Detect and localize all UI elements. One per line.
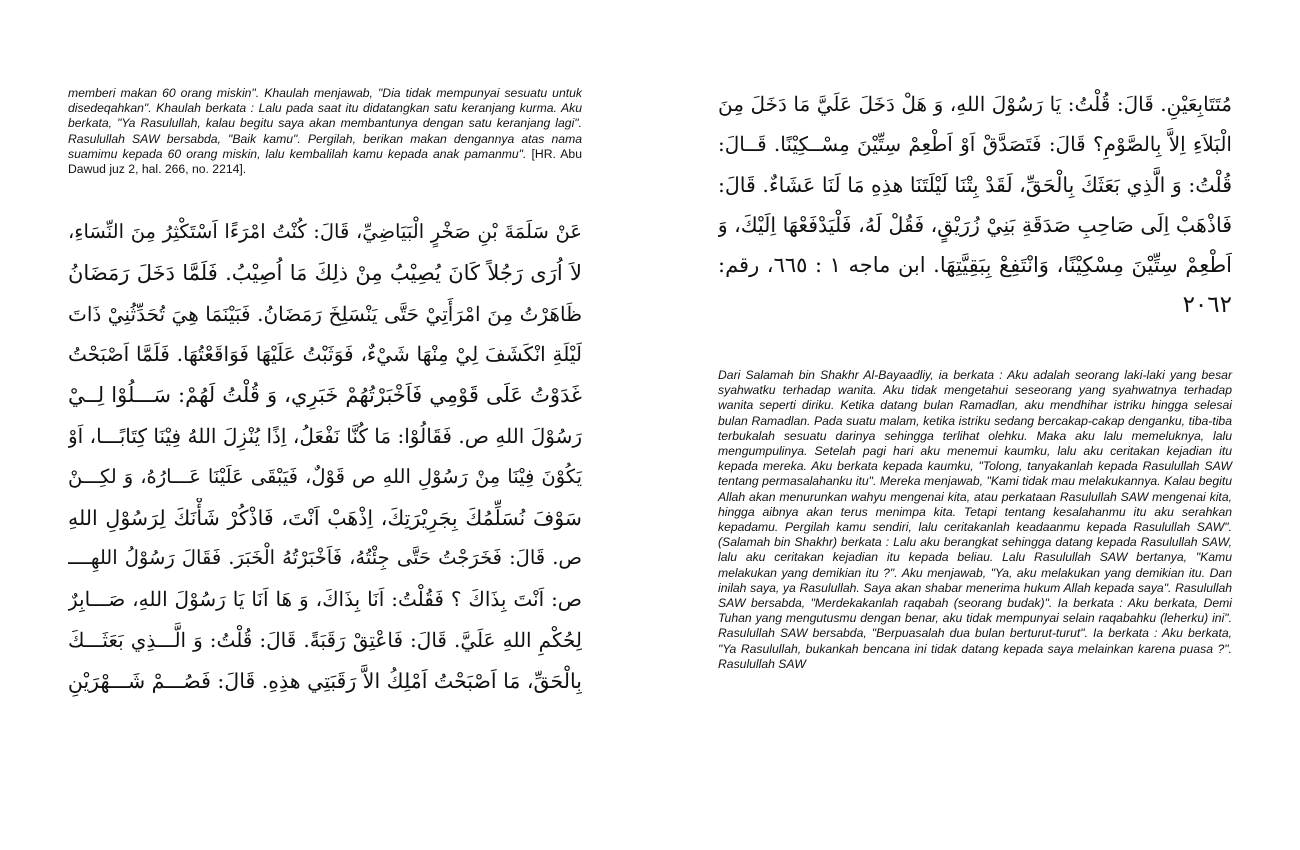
arabic-line: لِحُكْمِ اللهِ عَلَيَّ. قَالَ: فَاعْتِقْ رَقَبَةً. قَالَ: قُلْتُ: وَ الَّـــذِي بَعَثَـــكَ [68, 627, 582, 652]
arabic-line: غَدَوْتُ عَلَى قَوْمِي فَاَخْبَرْتُهُمْ خَبَرِي، وَ قُلْتُ لَهُمْ: سَـــلُوْا لِــيْ [68, 383, 582, 408]
arabic-line: رَسُوْلَ اللهِ ص. فَقَالُوْا: مَا كُنَّا نَفْعَلُ، اِذًا يُنْزِلَ اللهُ فِيْنَا كِتَابًـــا، اَوْ [68, 423, 582, 448]
translation-italic-text: memberi makan 60 orang miskin". Khaulah menjawab, "Dia tidak mempunyai sesuatu untuk disedeqahkan". Khaulah berkata : Lalu pada saat itu didatangkan satu keranjang kurma. Aku berkata, "Ya Rasulullah, kalau begitu saya akan membantunya dengan satu keranjang lagi". Rasulullah SAW bersabda, "Baik kamu". Pergilah, berikan makan dengannya atas nama suamimu kepada 60 orang miskin, lalu kembalilah kamu kepada anak pamanmu". [68, 86, 582, 161]
arabic-line: سَوْفَ نُسَلِّمُكَ بِجَرِيْرَتِكَ، اِذْهَبْ اَنْتَ، فَاذْكُرْ شَأْنَكَ لِرَسُوْلِ اللهِ [68, 505, 582, 530]
arabic-line: ص. قَالَ: فَخَرَجْتُ حَتَّى جِئْتُهُ، فَاَخْبَرْتُهُ الْخَبَرَ. فَقَالَ رَسُوْلُ اللهِــــ [68, 546, 582, 570]
arabic-line: بِالْحَقِّ، مَا اَصْبَحْتُ اَمْلِكُ الاَّ رَقَبَتِي هذِهِ. قَالَ: فَصُـــمْ شَـــهْرَيْنِ [68, 668, 582, 693]
arabic-line: لاَ اُرَى رَجُلاً كَانَ يُصِيْبُ مِنْ ذلِكَ مَا اُصِيْبُ. فَلَمَّا دَخَلَ رَمَضَانُ [68, 260, 582, 285]
arabic-line: فَاذْهَبْ اِلَى صَاحِبِ صَدَقَةِ بَنِيْ زُرَيْقٍ، فَقُلْ لَهُ، فَلْيَدْفَعْهَا اِلَيْكَ، وَ [718, 212, 1232, 237]
arabic-line: يَكُوْنَ فِيْنَا مِنْ رَسُوْلِ اللهِ ص قَوْلٌ، فَيَبْقَى عَلَيْنَا عَـــارُهُ، وَ لكِـــنْ [68, 464, 582, 488]
arabic-line: عَنْ سَلَمَةَ بْنِ صَخْرٍ الْبَيَاضِيِّ، قَالَ: كُنْتُ امْرَءًا اَسْتَكْثِرُ مِنَ النِّسَاءِ، [68, 220, 582, 243]
indonesian-translation-continued [68, 86, 582, 177]
arabic-line: قُلْتُ: وَ الَّذِي بَعَثَكَ بِالْحَقِّ، لَقَدْ بِتْنَا لَيْلَتَنَا هذِهِ مَا لَنَا عَشَاءٌ. قَالَ: [718, 172, 1232, 197]
arabic-hadith-text-continued [718, 84, 1232, 326]
arabic-line: الْبَلاَءِ اِلاَّ بِالصَّوْمِ؟ قَالَ: فَتَصَدَّقْ اَوْ اَطْعِمْ سِتِّيْنَ مِسْــكِيْنًا. قَــالَ: [718, 132, 1232, 157]
translation-italic-text: Dari Salamah bin Shakhr Al-Bayaadliy, ia berkata : Aku adalah seorang laki-laki yang besar syahwatku terhadap wanita. Aku tidak mengetahui seseorang yang syahwatnya terhadap wanita seperti diriku. Ketika datang bulan Ramadlan, aku mendhihar istriku hingga selesai bulan Ramadlan. Pada suatu malam, ketika istriku sedang bercakap-cakap denganku, tiba-tiba terbukalah sesuatu darinya sehingga terlihat olehku. Maka aku lalu memeluknya, lalu mengumpulinya. Setelah pagi hari aku menemui kaumku, lalu aku ceritakan kejadian itu kepada mereka. Aku berkata kepada kaumku, "Tolong, tanyakanlah kepada Rasulullah SAW tentang permasalahanku itu". Mereka menjawab, "Kami tidak mau melakukannya. Kalau begitu Allah akan menurunkan wahyu mengenai kita, atau perkataan Rasulullah SAW mengenai kita, hingga aibnya akan terus menimpa kita. Tetapi tentang kesalahanmu itu aku serahkan kepadamu. Pergilah kamu sendiri, lalu ceritakanlah keadaanmu kepada Rasulullah SAW". (Salamah bin Shakhr) berkata : Lalu aku berangkat sehingga datang kepada Rasulullah SAW, lalu aku ceritakan kejadian itu kepada beliau. Lalu Rasulullah SAW bertanya, "Kamu melakukan yang demikian itu ?". Aku menjawab, "Ya, aku melakukan yang demikian itu. Dan inilah saya, ya Rasulullah. Saya akan shabar menerima hukum Allah kepada saya". Rasulullah SAW bersabda, "Merdekakanlah raqabah (seorang budak)". Ia berkata : Aku berkata, Demi Tuhan yang mengutusmu dengan benar, aku tidak mempunyai selain raqabahku (leherku) ini". Rasulullah SAW bersabda, "Berpuasalah dua bulan berturut-turut". Ia berkata : Aku berkata, "Ya Rasulullah, bukankah bencana ini tidak datang kepada saya melainkan karena puasa ?". Rasulullah SAW [718, 368, 1232, 671]
arabic-line-hadith-number: ٢٠٦٢ [1182, 292, 1232, 319]
hadith-citation: [HR. Abu Dawud juz 2, hal. 266, no. 2214]. [68, 146, 582, 177]
indonesian-translation [718, 368, 1232, 672]
arabic-line: ص: اَنْتَ بِذَاكَ ؟ فَقُلْتُ: اَنَا بِذَاكَ، وَ هَا اَنَا يَا رَسُوْلَ اللهِ، صَـــابِرٌ [68, 587, 582, 612]
arabic-line: ظَاهَرْتُ مِنَ امْرَأَتِيْ حَتَّى يَنْسَلِخَ رَمَضَانُ. فَبَيْنَمَا هِيَ تُحَدِّثُنِيْ ذَاتَ [68, 301, 582, 326]
arabic-hadith-text [68, 212, 582, 702]
arabic-line: اَطْعِمْ سِتِّيْنَ مِسْكِيْنًا، وَانْتَفِعْ بِبَقِيَّتِهَا. ابن ماجه ١ : ٦٦٥، رقم: [718, 253, 1232, 278]
arabic-line: لَيْلَةِ انْكَشَفَ لِيْ مِنْهَا شَيْءٌ، فَوَثَبْتُ عَلَيْهَا فَوَاقَعْتُهَا. فَلَمَّا اَصْبَحْتُ [68, 342, 582, 367]
arabic-line: مُتَتَابِعَيْنِ. قَالَ: قُلْتُ: يَا رَسُوْلَ اللهِ، وَ هَلْ دَخَلَ عَلَيَّ مَا دَخَلَ مِنَ [718, 92, 1232, 116]
